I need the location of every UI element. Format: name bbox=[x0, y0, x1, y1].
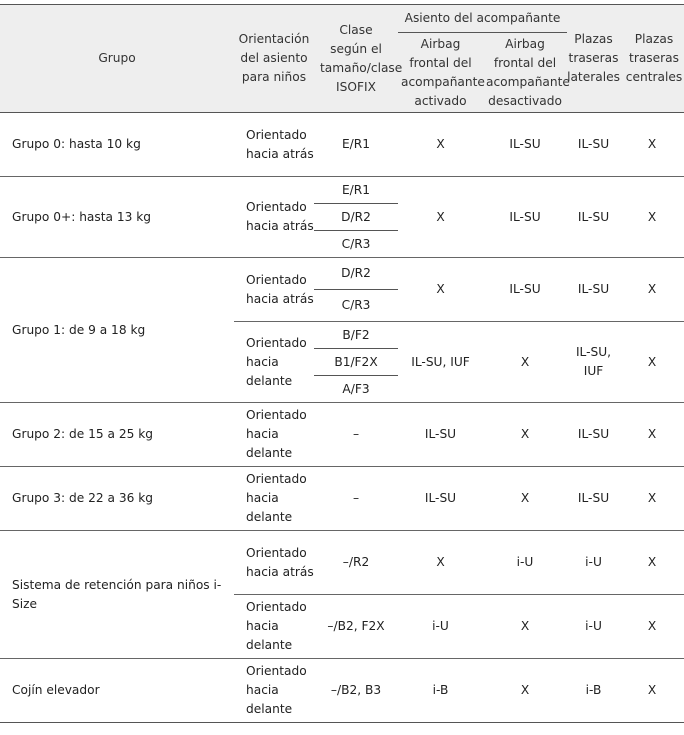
table-row bbox=[0, 659, 684, 723]
header-orientation: Orientación del asiento para niños bbox=[234, 5, 314, 113]
group-cell: Grupo 0+: hasta 13 kg bbox=[0, 177, 234, 258]
rear-central-cell: X bbox=[647, 137, 657, 151]
rear-lateral-cell: IL-SU bbox=[567, 258, 620, 322]
header-airbag-off: Airbag frontal del acompañante desactivado bbox=[483, 33, 567, 113]
rear-lateral-cell: i-U bbox=[567, 531, 620, 595]
orientation-cell: Orientado hacia atrás bbox=[234, 258, 314, 322]
header-passenger-seat: Asiento del acompañante bbox=[398, 5, 567, 33]
table-row bbox=[0, 258, 684, 290]
orientation-cell: Orientado hacia atrás bbox=[234, 531, 314, 595]
airbag-off-cell: IL-SU bbox=[483, 177, 567, 258]
orientation-cell: Orientado hacia delante bbox=[234, 403, 314, 467]
header-class: Clase según el tamaño/clase ISOFIX bbox=[314, 5, 398, 113]
rear-central-cell: X bbox=[620, 467, 684, 531]
class-cell: B/F2 bbox=[314, 322, 398, 349]
header-rear-lateral: Plazas traseras laterales bbox=[567, 5, 620, 113]
group-cell: Grupo 3: de 22 a 36 kg bbox=[0, 467, 234, 531]
rear-lateral-cell: IL-SU, IUF bbox=[567, 322, 620, 403]
airbag-on-cell: i-U bbox=[398, 595, 483, 659]
rear-central-cell: X bbox=[620, 403, 684, 467]
orientation-cell: Orientado hacia delante bbox=[234, 467, 314, 531]
class-cell: D/R2 bbox=[314, 258, 398, 290]
table-row bbox=[0, 113, 684, 177]
rear-central-cell: X bbox=[620, 322, 684, 403]
class-cell: –/B2, F2X bbox=[314, 595, 398, 659]
class-cell: – bbox=[314, 467, 398, 531]
orientation-cell: Orientado hacia atrás bbox=[246, 127, 314, 161]
orientation-cell: Orientado hacia delante bbox=[234, 595, 314, 659]
header-group: Grupo bbox=[0, 5, 234, 113]
airbag-on-cell: IL-SU bbox=[398, 467, 483, 531]
class-cell: C/R3 bbox=[341, 236, 371, 251]
class-cell: C/R3 bbox=[341, 298, 371, 312]
airbag-on-cell: X bbox=[398, 531, 483, 595]
group-cell: Grupo 0: hasta 10 kg bbox=[12, 137, 141, 151]
airbag-off-cell: X bbox=[483, 467, 567, 531]
class-cell: A/F3 bbox=[342, 381, 370, 396]
table-row bbox=[0, 177, 684, 204]
rear-lateral-cell: IL-SU bbox=[567, 467, 620, 531]
class-cell: E/R1 bbox=[314, 177, 398, 204]
isofix-compatibility-table bbox=[0, 4, 684, 723]
table-row bbox=[0, 531, 684, 595]
airbag-on-cell: i-B bbox=[398, 659, 483, 723]
class-cell: E/R1 bbox=[341, 137, 371, 151]
airbag-on-cell: X bbox=[398, 258, 483, 322]
airbag-on-cell: IL-SU, IUF bbox=[398, 322, 483, 403]
class-cell: D/R2 bbox=[314, 204, 398, 231]
orientation-cell: Orientado hacia atrás bbox=[234, 177, 314, 258]
class-cell: –/B2, B3 bbox=[314, 659, 398, 723]
airbag-off-cell: i-U bbox=[483, 531, 567, 595]
class-cell: – bbox=[314, 403, 398, 467]
group-cell: Cojín elevador bbox=[0, 659, 234, 723]
airbag-on-cell: X bbox=[436, 137, 445, 151]
class-cell: B1/F2X bbox=[314, 349, 398, 376]
class-cell: –/R2 bbox=[314, 531, 398, 595]
airbag-off-cell: IL-SU bbox=[509, 137, 541, 151]
rear-lateral-cell: IL-SU bbox=[577, 137, 610, 151]
header-rear-central: Plazas traseras centrales bbox=[620, 5, 684, 113]
rear-lateral-cell: i-U bbox=[567, 595, 620, 659]
rear-central-cell: X bbox=[620, 258, 684, 322]
airbag-on-cell: IL-SU bbox=[398, 403, 483, 467]
rear-lateral-cell: IL-SU bbox=[567, 177, 620, 258]
table-row bbox=[0, 403, 684, 467]
rear-central-cell: X bbox=[620, 595, 684, 659]
airbag-off-cell: X bbox=[483, 403, 567, 467]
airbag-off-cell: IL-SU bbox=[483, 258, 567, 322]
group-cell: Grupo 2: de 15 a 25 kg bbox=[0, 403, 234, 467]
airbag-off-cell: X bbox=[483, 322, 567, 403]
orientation-cell: Orientado hacia delante bbox=[234, 322, 314, 403]
header-airbag-on: Airbag frontal del acompañante activado bbox=[398, 33, 483, 113]
orientation-cell: Orientado hacia delante bbox=[234, 659, 314, 723]
rear-central-cell: X bbox=[620, 177, 684, 258]
rear-central-cell: X bbox=[620, 659, 684, 723]
airbag-off-cell: X bbox=[483, 659, 567, 723]
rear-lateral-cell: IL-SU bbox=[567, 403, 620, 467]
group-cell: Grupo 1: de 9 a 18 kg bbox=[0, 258, 234, 403]
table-row bbox=[0, 467, 684, 531]
airbag-off-cell: X bbox=[483, 595, 567, 659]
airbag-on-cell: X bbox=[398, 177, 483, 258]
group-cell: Sistema de retención para niños i-Size bbox=[0, 531, 234, 659]
rear-central-cell: X bbox=[620, 531, 684, 595]
rear-lateral-cell: i-B bbox=[567, 659, 620, 723]
